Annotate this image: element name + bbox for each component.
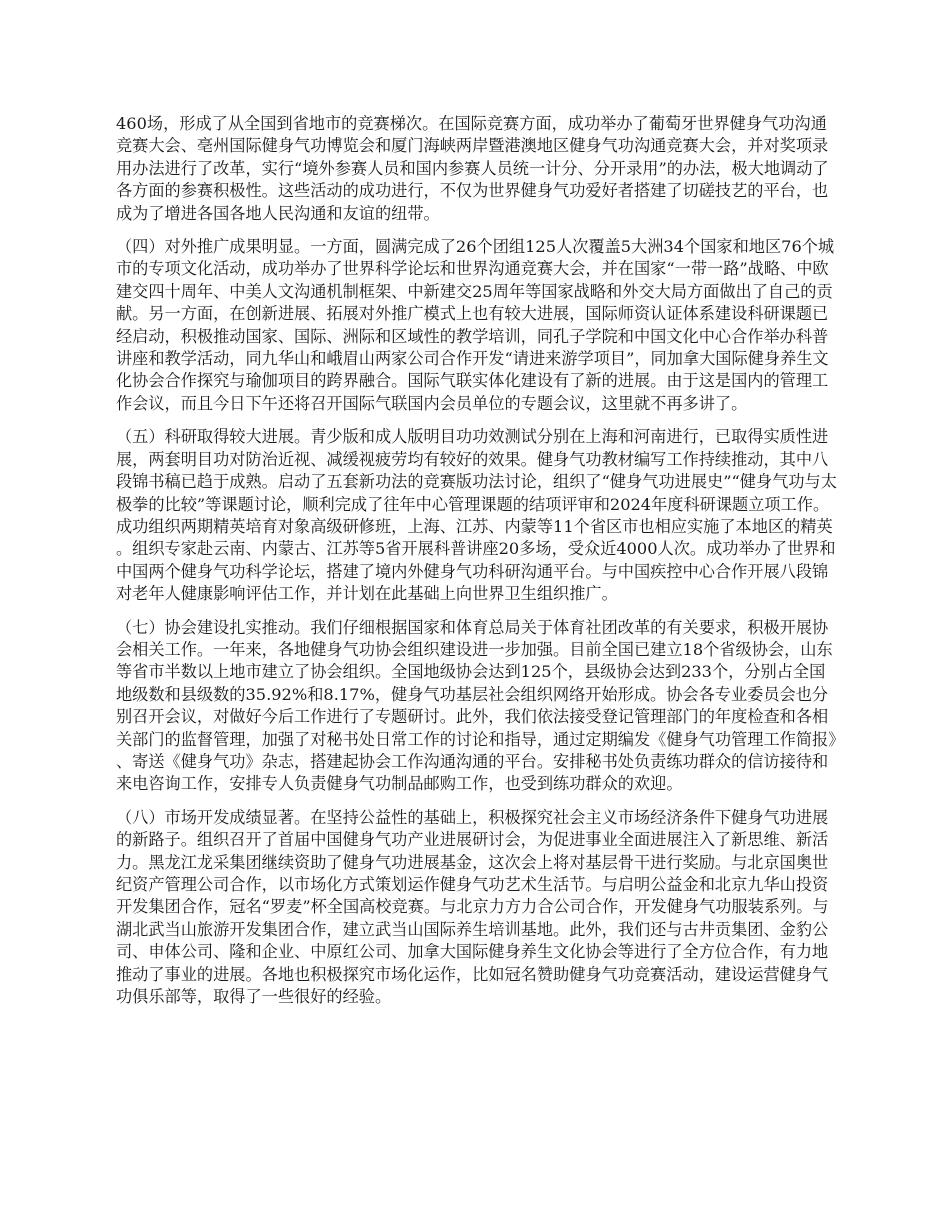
paragraph-association: （七）协会建设扎实推动。我们仔细根据国家和体育总局关于体育社团改革的有关要求，积极开展协会相关工作。一年来，各地健身气功协会组织建设进一步加强。目前全国已建立18个省级协会，山东等省市半数以上地市建立了协会组织。全国地级协会达到125个，县级协会达到233个，分别占全国地级数和县级数的35.92%和8.17%，健身气功基层社会组织网络开始形成。协会各专业委员会也分别召开会议，对做好今后工作进行了专题研讨。此外，我们依法接受登记管理部门的年度检查和各相关部门的监督管理，加强了对秘书处日常工作的讨论和指导，通过定期编发《健身气功管理工作简报》、寄送《健身气功》杂志，搭建起协会工作沟通沟通的平台。安排秘书处负责练功群众的信访接待和来电咨询工作，安排专人负责健身气功制品邮购工作，也受到练功群众的欢迎。 (116, 617, 837, 794)
document-page (116, 113, 840, 1019)
paragraph-competitions: 460场，形成了从全国到省地市的竞赛梯次。在国际竞赛方面，成功举办了葡萄牙世界健身气功沟通竞赛大会、亳州国际健身气功博览会和厦门海峡两岸暨港澳地区健身气功沟通竞赛大会，并对奖项录用办法进行了改革，实行“境外参赛人员和国内参赛人员统一计分、分开录用”的办法，极大地调动了各方面的参赛积极性。这些活动的成功进行，不仅为世界健身气功爱好者搭建了切磋技艺的平台，也成为了增进各国各地人民沟通和友谊的纽带。 (116, 114, 829, 223)
paragraph-market: （八）市场开发成绩显著。在坚持公益性的基础上，积极探究社会主义市场经济条件下健身气功进展的新路子。组织召开了首届中国健身气功产业进展研讨会，为促进事业全面进展注入了新思维、新活力。黑龙江龙采集团继续资助了健身气功进展基金，这次会上将对基层骨干进行奖励。与北京国奥世纪资产管理公司合作，以市场化方式策划运作健身气功艺术生活节。与启明公益金和北京九华山投资开发集团合作，冠名“罗麦”杯全国高校竞赛。与北京力方力合公司合作，开发健身气功服装系列。与湖北武当山旅游开发集团合作，建立武当山国际养生培训基地。此外，我们还与古井贡集团、金豹公司、申体公司、隆和企业、中原红公司、加拿大国际健身养生文化协会等进行了全方位合作，有力地推动了事业的进展。各地也积极探究市场化运作，比如冠名赞助健身气功竞赛活动，建设运营健身气功俱乐部等，取得了一些很好的经验。 (116, 807, 829, 1007)
paragraph-research: （五）科研取得较大进展。青少版和成人版明目功功效测试分别在上海和河南进行，已取得实质性进展，两套明目功对防治近视、减缓视疲劳均有较好的效果。健身气功教材编写工作持续推动，其中八段锦书稿已趋于成熟。启动了五套新功法的竞赛版功法讨论，组织了“健身气功进展史”“健身气功与太极拳的比较”等课题讨论，顺利完成了往年中心管理课题的结项评审和2024年度科研课题立项工作。成功组织两期精英培育对象高级研修班，上海、江苏、内蒙等11个省区市也相应实施了本地区的精英。组织专家赴云南、内蒙古、江苏等5省开展科普讲座20多场，受众近4000人次。成功举办了世界和中国两个健身气功科学论坛，搭建了境内外健身气功科研沟通平台。与中国疾控中心合作开展八段锦对老年人健康影响评估工作，并计划在此基础上向世界卫生组织推广。 (116, 427, 837, 604)
paragraph-external-promotion: （四）对外推广成果明显。一方面，圆满完成了26个团组125人次覆盖5大洲34个国家和地区76个城市的专项文化活动，成功举办了世界科学论坛和世界沟通竞赛大会，并在国家“一带一路”战略、中欧建交四十周年、中美人文沟通机制框架、中新建交25周年等国家战略和外交大局方面做出了自己的贡献。另一方面，在创新进展、拓展对外推广模式上也有较大进展，国际师资认证体系建设科研课题已经启动，积极推动国家、国际、洲际和区域性的教学培训，同孔子学院和中国文化中心合作举办科普讲座和教学活动，同九华山和峨眉山两家公司合作开发“请进来游学项目”，同加拿大国际健身养生文化协会合作探究与瑜伽项目的跨界融合。国际气联实体化建设有了新的进展。由于这是国内的管理工作会议，而且今日下午还将召开国际气联国内会员单位的专题会议，这里就不再多讲了。 (116, 237, 835, 413)
